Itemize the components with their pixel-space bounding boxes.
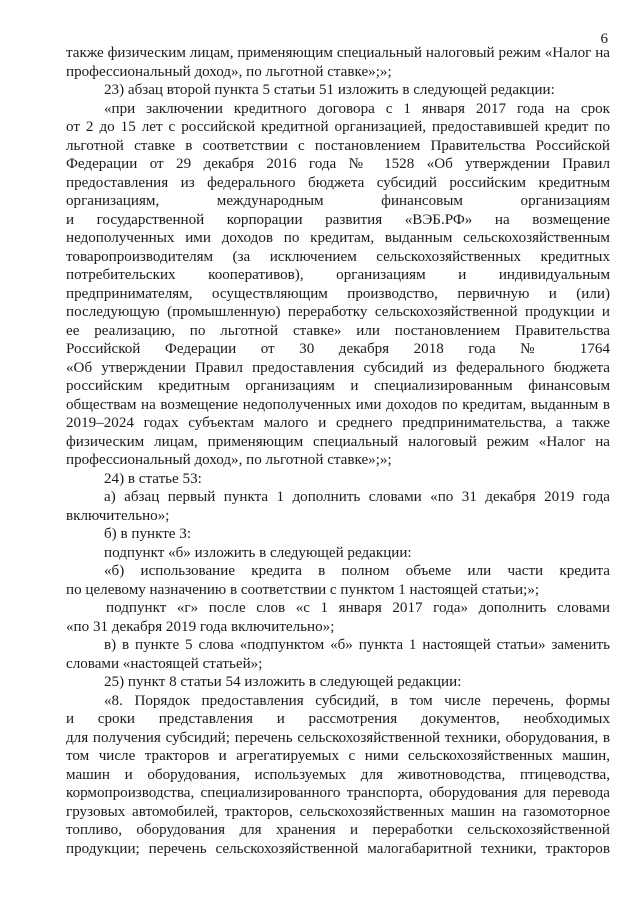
text-line: российским кредитным организациям и специализированным финансовым (66, 378, 610, 394)
text-line: 2019–2024 годах субъектам малого и среднего предпринимательства, а также (66, 415, 610, 431)
text-line: включительно»; (66, 507, 170, 524)
text-line: организациям, международным финансовым организациям (66, 193, 610, 209)
text-line: физическим лицам, применяющим специальный налоговый режим «Налог на (66, 433, 610, 450)
text-line: «Об утверждении Правил предоставления субсидий из федерального бюджета (66, 359, 610, 376)
text-line: кормопроизводства, специализированного транспорта, оборудования для перевода (66, 785, 610, 801)
text-line: Российской Федерации от 30 декабря 2018 года № 1764 (66, 341, 610, 357)
text-line: том числе тракторов и агрегатируемых с ними сельскохозяйственных машин, (66, 748, 610, 764)
text-line: и сроки представления и рассмотрения документов, необходимых (66, 711, 610, 727)
text-line: предпринимателям, осуществляющим производство, первичную и (или) (66, 285, 610, 302)
text-line: 23) абзац второй пункта 5 статьи 51 изложить в следующей редакции: (104, 82, 555, 98)
text-line: ее реализацию, по льготной ставке» или постановлением Правительства (66, 322, 610, 339)
text-line: потребительских кооперативов), организациям и индивидуальным (66, 267, 610, 283)
text-line: профессиональный доход», по льготной ставке»;»; (66, 63, 392, 80)
text-line: обществам на возмещение недополученных ими доходов по кредитам, выданным в (66, 396, 610, 413)
text-line: грузовых автомобилей, тракторов, сельскохозяйственных машин на газомоторное (66, 803, 610, 820)
text-line: б) в пункте 3: (104, 526, 192, 542)
text-line: последующую (промышленную) переработку сельскохозяйственной продукции и (66, 304, 610, 320)
text-line: «по 31 декабря 2019 года включительно»; (66, 618, 335, 635)
text-line: также физическим лицам, применяющим специальный налоговый режим «Налог на (66, 45, 610, 61)
text-line: для получения субсидий; перечень сельскохозяйственной техники, оборудования, в (66, 729, 610, 746)
document-body (66, 44, 610, 858)
text-line: в) в пункте 5 слова «подпунктом «б» пункта 1 настоящей статьи» заменить (104, 637, 610, 653)
text-line: недополученных ими доходов по кредитам, выданным сельскохозяйственным (66, 230, 610, 246)
text-line: а) абзац первый пункта 1 дополнить словами «по 31 декабря 2019 года (104, 489, 610, 505)
text-line: машин и оборудования, используемых для животноводства, птицеводства, (66, 766, 610, 783)
text-line: товаропроизводителям (за исключением сельскохозяйственных кредитных (66, 248, 610, 265)
text-line: 25) пункт 8 статьи 54 изложить в следующей редакции: (104, 674, 462, 690)
text-line: словами «настоящей статьей»; (66, 655, 263, 672)
text-line: по целевому назначению в соответствии с пунктом 1 настоящей статьи;»; (66, 581, 540, 598)
text-line: льготной ставке в соответствии с постановлением Правительства Российской (66, 137, 610, 154)
text-line: «б) использование кредита в полном объеме или части кредита (104, 563, 610, 579)
text-line: продукции; перечень сельскохозяйственной малогабаритной техники, тракторов (66, 840, 610, 857)
text-line: подпункт «г» после слов «с 1 января 2017 года» дополнить словами (106, 600, 610, 616)
text-line: «при заключении кредитного договора с 1 января 2017 года на срок (104, 100, 610, 117)
text-line: 24) в статье 53: (104, 470, 202, 487)
page-number: 6 (600, 31, 608, 47)
text-line: и государственной корпорации развития «ВЭБ.РФ» на возмещение (66, 211, 610, 228)
text-line: подпункт «б» изложить в следующей редакции: (104, 544, 412, 561)
text-line: предоставления из федерального бюджета субсидий российским кредитным (66, 174, 610, 191)
text-line: профессиональный доход», по льготной ставке»;»; (66, 452, 392, 468)
text-line: от 2 до 15 лет с российской кредитной организацией, предоставившей кредит по (66, 119, 610, 135)
text-line: топливо, оборудования для хранения и переработки сельскохозяйственной (66, 822, 610, 838)
text-line: Федерации от 29 декабря 2016 года № 1528 «Об утверждении Правил (66, 156, 610, 172)
text-line: «8. Порядок предоставления субсидий, в том числе перечень, формы (104, 692, 610, 709)
